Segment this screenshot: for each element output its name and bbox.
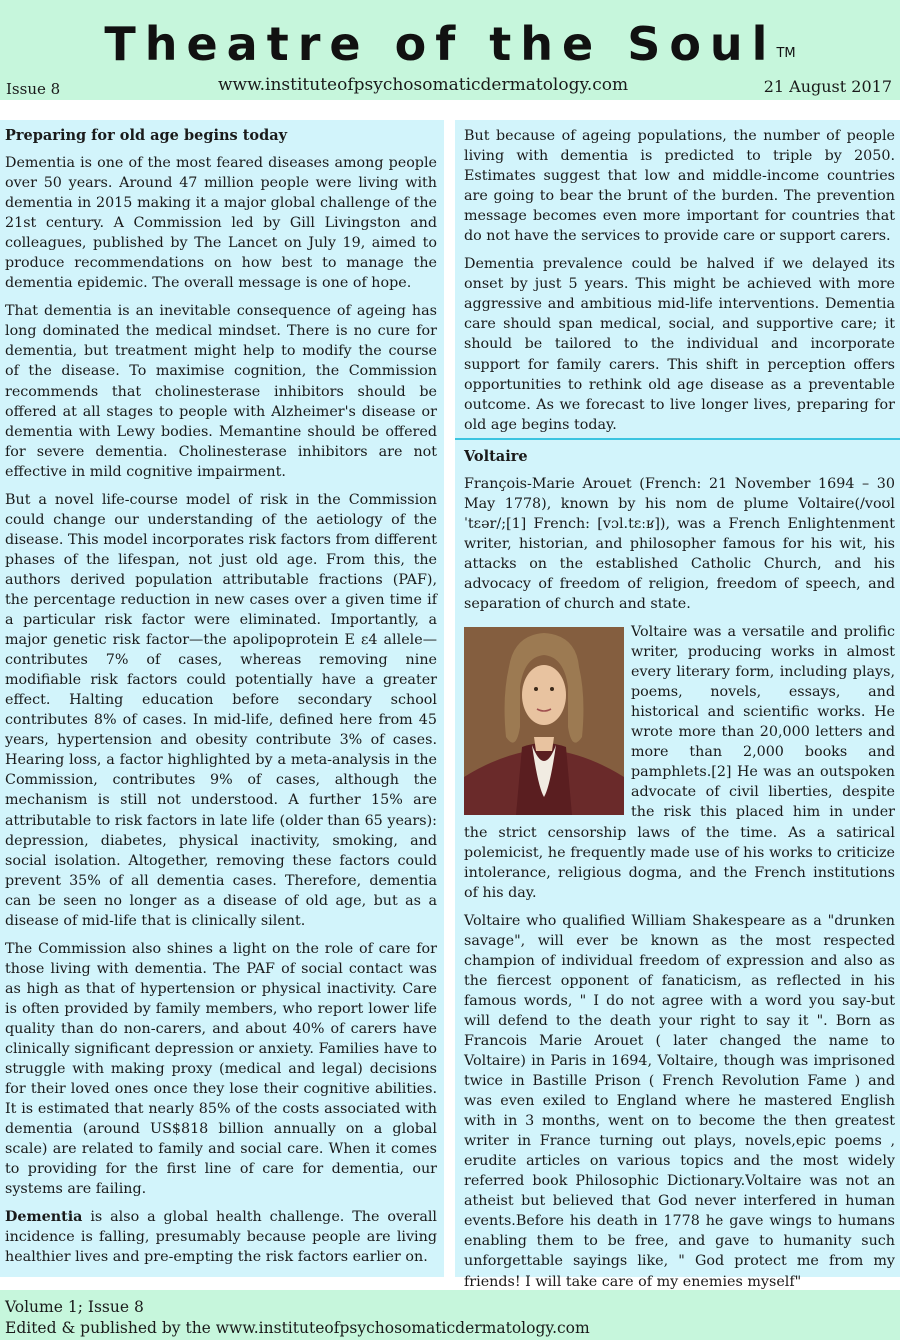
article-paragraph: Voltaire who qualified William Shakespeare as a "drunken savage", will ever be known as the most respected champion of individual freedom of expression and also as the fiercest opponent of fanaticism, as reflected in his famous words, " I do not agree with a word you say-but will defend to the death your right to say it ". Born as Francois Marie Arouet ( later changed the name to Voltaire) in Paris in 1694, Voltaire, though was imprisoned twice in Bastille Prison ( French Revolution Fame ) and was even exiled to England where he mastered English with in 3 months, went on to become the then greatest writer in France turning out plays, novels,epic poems , erudite articles on various topics and the most widely referred book Philosophic Dictionary.Voltaire was not an atheist but believed that God never interfered in human events.Before his death in 1778 he gave wings to humans enabling them to be free, and gave to humanity such unforgettable sayings like, " God protect me from my friends! I will take care of my enemies myself" <box>464 912 895 1290</box>
article-paragraph: Voltaire was a versatile and prolific writer, producing works in almost every literary form, including plays, poems, novels, essays, and historical and scientific works. He wrote more than 20,000 letters and more than 2,000 books and pamphlets.[2] He was an outspoken advocate of civil liberties, despite the risk this placed him in under the strict censorship laws of the time. As a satirical polemicist, he frequently made use of his works to criticize intolerance, religious dogma, and the French institutions of his day. <box>464 624 895 901</box>
website-url[interactable]: www.instituteofpsychosomaticdermatology.com <box>218 75 629 95</box>
issue-date: 21 August 2017 <box>763 77 892 96</box>
bold-lead-word: Dementia <box>5 1209 83 1226</box>
article-paragraph: François-Marie Arouet (French: 21 November 1694 – 30 May 1778), known by his nom de plume Voltaire(/voʊlˈtɛər/;[1] French: [vɔl.tɛːʁ]), was a French Enlightenment writer, historian, and philosopher famous for his wit, his attacks on the established Catholic Church, and his advocacy of freedom of religion, freedom of speech, and separation of church and state. <box>464 475 895 612</box>
section-divider <box>455 438 900 440</box>
footer <box>0 1290 900 1340</box>
article-paragraph: But a novel life-course model of risk in the Commission could change our understanding of the aetiology of the disease. This model incorporates risk factors from different phases of the lifespan, not just old age. From this, the authors derived population attributable fractions (PAF), the percentage reduction in new cases over a given time if a particular risk factor were eliminated. Importantly, a major genetic risk factor—the apolipoprotein E ε4 allele—contributes 7% of cases, whereas removing nine modifiable risk factors could potentially have a greater effect. Halting education before secondary school contributes 8% of cases. In mid-life, defined here from 45 years, hypertension and obesity contribute 3% of cases. Hearing loss, a factor highlighted by a meta-analysis in the Commission, contributes 9% of cases, although the mechanism is still not understood. A further 15% are attributable to risk factors in late life (older than 65 years): depression, diabetes, physical inactivity, smoking, and social isolation. Altogether, removing these factors could prevent 35% of all dementia cases. Therefore, dementia can be seen no longer as a disease of old age, but as a disease of mid-life that is clinically silent. <box>5 491 437 929</box>
masthead <box>0 0 900 100</box>
article-paragraph: Dementia is one of the most feared diseases among people over 50 years. Around 47 million people were living with dementia in 2015 making it a major global challenge of the 21st century. A Commission led by Gill Livingston and colleagues, published by The Lancet on July 19, aimed to produce recommendations on how best to manage the dementia epidemic. The overall message is one of hope. <box>5 155 437 292</box>
publisher-credit: Edited & published by the www.instituteofpsychosomaticdermatology.com <box>5 1319 590 1337</box>
article-heading: Voltaire <box>464 447 528 465</box>
newsletter-title: Theatre of the Soul™ <box>104 17 796 71</box>
article-paragraph: Dementia prevalence could be halved if we delayed its onset by just 5 years. This might be achieved with more aggressive and ambitious mid-life interventions. Dementia care should span medical, social, and supportive care; it should be tailored to the individual and incorporate support for family carers. This shift in perception offers opportunities to rethink old age disease as a preventable outcome. As we forecast to live longer lives, preparing for old age begins today. <box>464 256 895 433</box>
voltaire-portrait <box>464 627 624 815</box>
right-column <box>455 120 900 1290</box>
left-column <box>0 120 444 1277</box>
issue-number: Issue 8 <box>6 80 61 98</box>
volume-info: Volume 1; Issue 8 <box>5 1298 144 1316</box>
article-paragraph: But because of ageing populations, the number of people living with dementia is predicted to triple by 2050. Estimates suggest that low and middle-income countries are going to bear the brunt of the burden. The prevention message becomes even more important for countries that do not have the services to provide care or support carers. <box>464 128 895 245</box>
article-paragraph: The Commission also shines a light on the role of care for those living with dementia. The PAF of social contact was as high as that of hypertension or physical inactivity. Care is often provided by family members, who report lower life quality than do non-carers, and about 40% of carers have clinically significant depression or anxiety. Families have to struggle with making proxy (medical and legal) decisions for their loved ones once they lose their cognitive abilities. It is estimated that nearly 85% of the costs associated with dementia (around US$818 billion annually on a global scale) are related to family and social care. When it comes to providing for the first line of care for dementia, our systems are failing. <box>5 940 437 1198</box>
article-paragraph: That dementia is an inevitable consequence of ageing has long dominated the medical mindset. There is no cure for dementia, but treatment might help to modify the course of the disease. To maximise cognition, the Commission recommends that cholinesterase inhibitors should be offered at all stages to people with Alzheimer's disease or dementia with Lewy bodies. Memantine should be offered for severe dementia. Cholinesterase inhibitors are not effective in mild cognitive impairment. <box>5 303 437 480</box>
article-heading: Preparing for old age begins today <box>5 127 288 144</box>
trademark-mark: TM <box>776 46 796 61</box>
article-paragraph: Dementia is also a global health challenge. The overall incidence is falling, presumably because people are living healthier lives and pre-empting the risk factors earlier on. <box>5 1209 437 1266</box>
